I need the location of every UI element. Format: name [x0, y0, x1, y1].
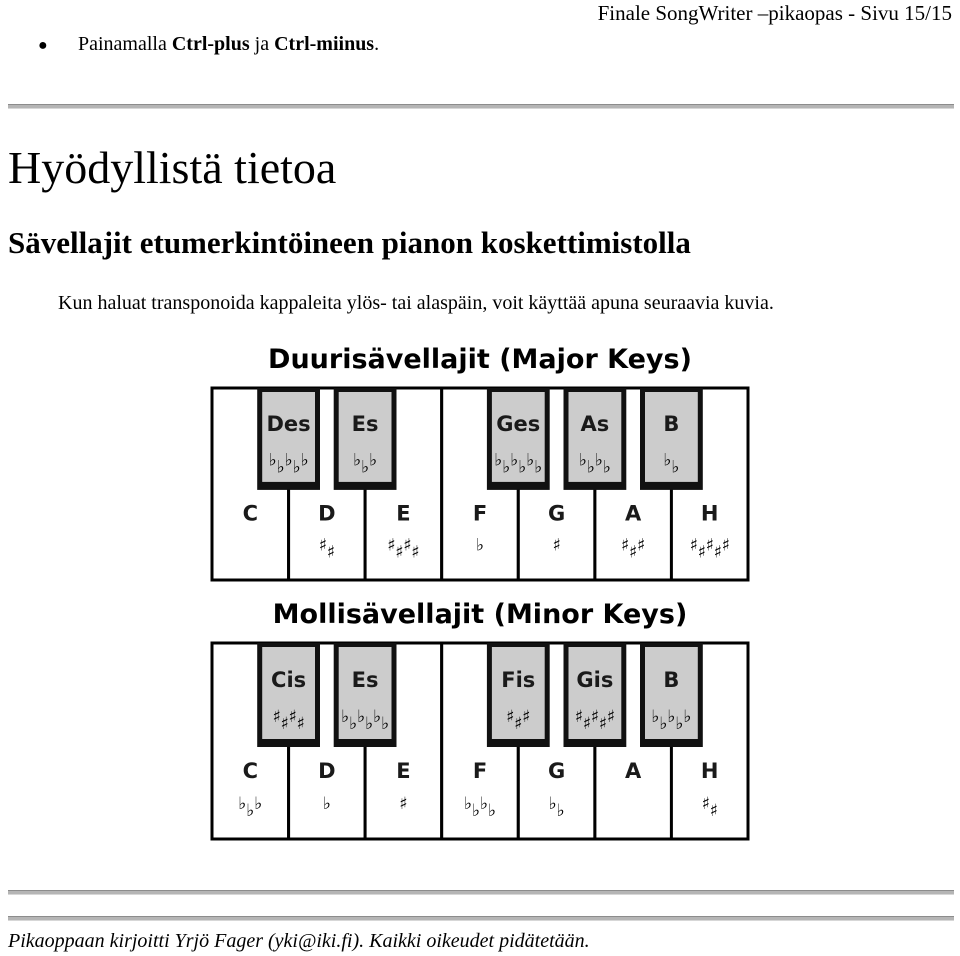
flat-icon: ♭: [479, 794, 489, 814]
minor-white-key-label: E: [396, 759, 411, 783]
sharp-icon: ♯: [318, 535, 328, 556]
flat-icon: ♭: [526, 450, 535, 471]
major-white-key-label: D: [318, 501, 336, 526]
bullet-key-ctrl-plus: Ctrl-plus: [171, 33, 250, 55]
bullet-text-suffix: .: [374, 33, 380, 55]
sharp-icon: ♯: [288, 707, 297, 728]
sharp-icon: ♯: [280, 714, 289, 735]
flat-icon: ♭: [349, 714, 358, 735]
intro-paragraph: Kun haluat transponoida kappaleita ylös- tai alaspäin, voit käyttää apuna seuraavia kuvia.: [58, 292, 774, 314]
sharp-icon: ♯: [606, 707, 616, 728]
flat-icon: ♭: [373, 707, 382, 728]
minor-white-key-signature: [399, 794, 407, 814]
minor-white-key-label: G: [547, 759, 566, 783]
flat-icon: ♭: [667, 707, 676, 728]
sharp-icon: ♯: [620, 535, 630, 556]
sharp-icon: ♯: [399, 794, 408, 814]
header-divider: [8, 104, 954, 109]
major-white-key-label: A: [624, 501, 642, 526]
major-white-key-label: H: [700, 501, 719, 526]
footer-divider-bottom: [8, 916, 954, 921]
sharp-icon: ♯: [506, 707, 515, 728]
footer-divider-top: [8, 890, 954, 895]
minor-keys-title: Mollisävellajit (Minor Keys): [272, 599, 688, 630]
flat-icon: ♭: [534, 457, 543, 478]
flat-icon: ♭: [353, 450, 362, 471]
flat-icon: ♭: [471, 801, 481, 821]
major-white-key-label: E: [396, 501, 411, 526]
flat-icon: ♭: [276, 457, 285, 478]
sharp-icon: ♯: [697, 542, 706, 563]
flat-icon: ♭: [586, 457, 595, 478]
flat-icon: ♭: [284, 450, 293, 471]
minor-black-key-label: Fis: [501, 667, 536, 692]
flat-icon: ♭: [494, 450, 503, 471]
minor-white-key-label: F: [472, 759, 488, 783]
sharp-icon: ♯: [514, 714, 523, 735]
sharp-icon: ♯: [628, 542, 638, 563]
flat-icon: ♭: [246, 801, 255, 821]
sharp-icon: ♯: [574, 707, 584, 728]
flat-icon: ♭: [518, 457, 527, 478]
major-keys-svg: [210, 386, 750, 582]
sharp-icon: ♯: [689, 535, 698, 556]
flat-icon: ♭: [268, 450, 277, 471]
flat-icon: ♭: [361, 457, 370, 478]
flat-icon: ♭: [369, 450, 378, 471]
flat-icon: ♭: [502, 457, 511, 478]
major-black-key-label: Ges: [496, 411, 541, 436]
footer-credit: Pikaoppaan kirjoitti Yrjö Fager (yki@iki.fi). Kaikki oikeudet pidätetään.: [8, 930, 590, 952]
section-heading: Sävellajit etumerkintöineen pianon koskettimistolla: [8, 225, 691, 260]
flat-icon: ♭: [671, 457, 680, 478]
flat-icon: ♭: [548, 794, 557, 814]
sharp-icon: ♯: [522, 707, 531, 728]
flat-icon: ♭: [556, 801, 565, 821]
sharp-icon: ♯: [701, 794, 710, 814]
minor-white-key-label: C: [242, 759, 259, 783]
sharp-icon: ♯: [296, 714, 305, 735]
flat-icon: ♭: [594, 450, 603, 471]
sharp-icon: ♯: [713, 542, 722, 563]
major-white-key-signature: [552, 536, 560, 556]
minor-black-key-label: Gis: [576, 667, 614, 692]
sharp-icon: ♯: [598, 714, 608, 735]
minor-keys-keyboard: [210, 641, 750, 841]
minor-black-key-label: Es: [351, 667, 379, 692]
flat-icon: ♭: [292, 457, 301, 478]
bullet-text-prefix: Painamalla: [78, 33, 172, 55]
minor-keys-svg: [210, 641, 750, 841]
sharp-icon: ♯: [705, 535, 714, 556]
major-black-key-label: Des: [266, 411, 311, 436]
minor-white-key-signature: [323, 794, 331, 814]
sharp-icon: ♯: [395, 542, 404, 563]
flat-icon: ♭: [659, 714, 668, 735]
minor-white-key-label: H: [700, 759, 719, 783]
flat-icon: ♭: [663, 450, 672, 471]
flat-icon: ♭: [341, 707, 350, 728]
flat-icon: ♭: [683, 707, 692, 728]
sharp-icon: ♯: [411, 542, 420, 563]
flat-icon: ♭: [510, 450, 519, 471]
major-white-key-label: F: [472, 501, 488, 526]
minor-black-key-label: Cis: [271, 667, 307, 692]
flat-icon: ♭: [675, 714, 684, 735]
bullet-item: [38, 31, 379, 59]
sharp-icon: ♯: [709, 801, 718, 821]
major-keys-title: Duurisävellajit (Major Keys): [268, 344, 692, 375]
sharp-icon: ♯: [272, 707, 281, 728]
major-keys-keyboard: [210, 386, 750, 582]
page-title: Hyödyllistä tietoa: [8, 142, 337, 193]
major-black-key-label: Es: [351, 411, 379, 436]
page-header-title: Finale SongWriter –pikaopas - Sivu 15/15: [597, 1, 952, 25]
flat-icon: ♭: [254, 794, 263, 814]
flat-icon: ♭: [381, 714, 390, 735]
flat-icon: ♭: [487, 801, 497, 821]
flat-icon: ♭: [475, 535, 485, 556]
flat-icon: ♭: [578, 450, 587, 471]
sharp-icon: ♯: [552, 535, 561, 556]
minor-white-key-label: A: [624, 759, 642, 783]
bullet-text-joiner: ja: [249, 33, 275, 55]
flat-icon: ♭: [651, 707, 660, 728]
minor-black-key-label: B: [663, 667, 680, 692]
flat-icon: ♭: [300, 450, 309, 471]
major-white-key-label: G: [547, 501, 566, 526]
sharp-icon: ♯: [636, 535, 646, 556]
flat-icon: ♭: [463, 794, 473, 814]
flat-icon: ♭: [357, 707, 366, 728]
flat-icon: ♭: [238, 794, 247, 814]
flat-icon: ♭: [602, 457, 611, 478]
major-black-key-label: B: [663, 411, 680, 436]
minor-white-key-label: D: [318, 759, 336, 783]
flat-icon: ♭: [365, 714, 374, 735]
sharp-icon: ♯: [721, 535, 730, 556]
major-white-key-label: C: [242, 501, 259, 526]
sharp-icon: ♯: [582, 714, 592, 735]
bullet-key-ctrl-minus: Ctrl-miinus: [274, 33, 375, 55]
major-white-key-signature: [476, 536, 484, 556]
sharp-icon: ♯: [403, 535, 412, 556]
flat-icon: ♭: [322, 794, 331, 814]
major-black-key-label: As: [580, 411, 610, 436]
bullet-dot-icon: ●: [38, 37, 48, 54]
sharp-icon: ♯: [387, 535, 396, 556]
sharp-icon: ♯: [326, 542, 336, 563]
sharp-icon: ♯: [590, 707, 600, 728]
